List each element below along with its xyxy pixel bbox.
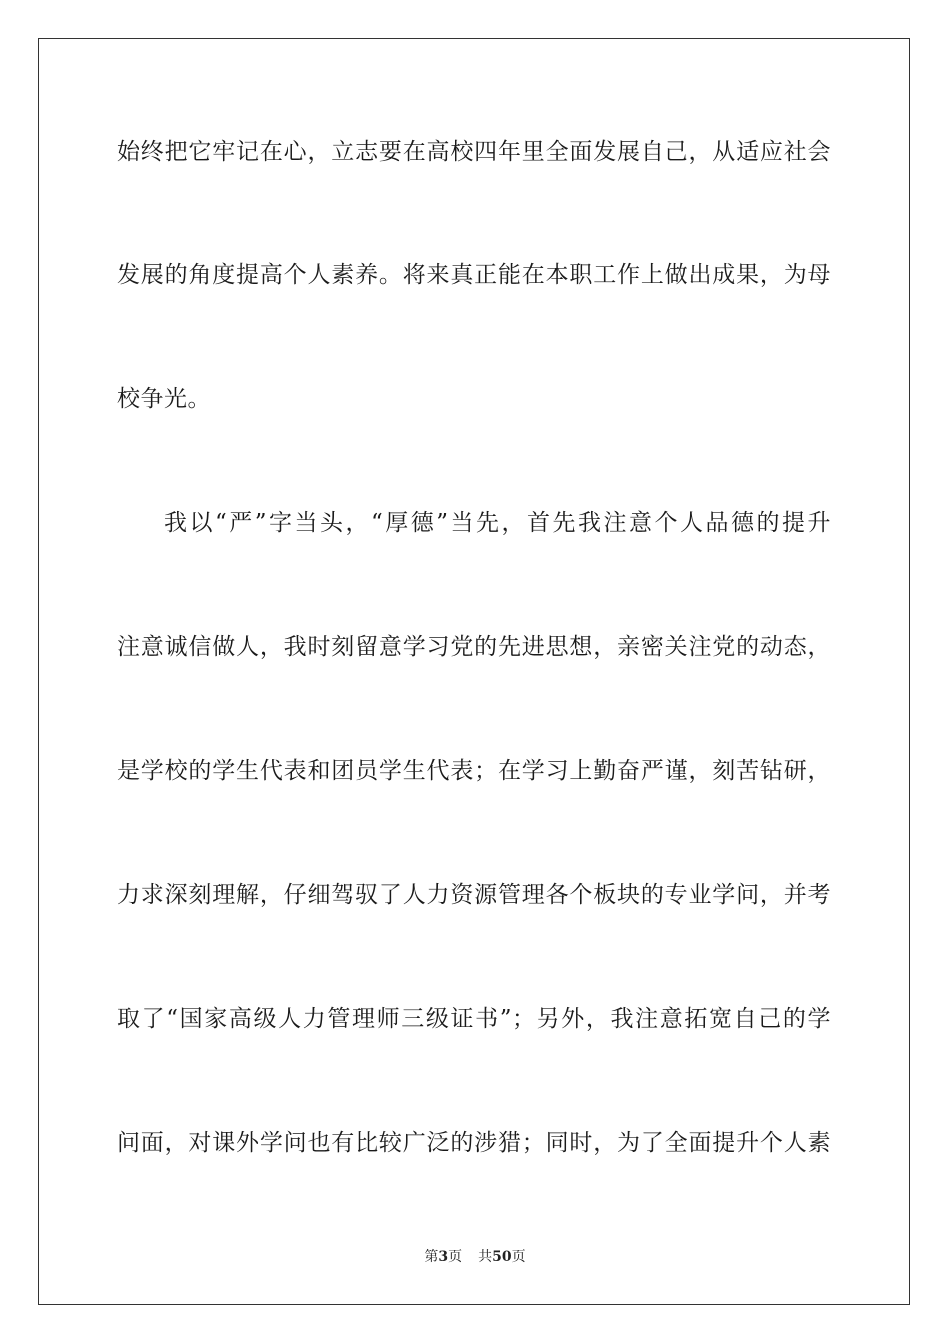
body-line-6: 是学校的学生代表和团员学生代表；在学习上勤奋严谨，刻苦钻研，: [117, 758, 831, 784]
body-line-7: 力求深刻理解，仔细驾驭了人力资源管理各个板块的专业学问，并考: [117, 882, 831, 908]
total-prefix: 共: [478, 1249, 493, 1265]
page-suffix: 页: [448, 1249, 463, 1265]
page-prefix: 第: [424, 1249, 439, 1265]
body-line-4: 我以“严”字当头，“厚德”当先，首先我注意个人品德的提升: [164, 510, 831, 536]
body-line-3: 校争光。: [117, 386, 211, 412]
page-border: [38, 38, 910, 1305]
body-line-9: 问面，对课外学问也有比较广泛的涉猎；同时，为了全面提升个人素: [117, 1130, 831, 1156]
body-line-2: 发展的角度提高个人素养。将来真正能在本职工作上做出成果，为母: [117, 262, 831, 288]
body-line-5: 注意诚信做人，我时刻留意学习党的先进思想，亲密关注党的动态，: [117, 634, 831, 660]
body-line-1: 始终把它牢记在心，立志要在高校四年里全面发展自己，从适应社会: [117, 139, 831, 165]
page-footer: [0, 1248, 950, 1266]
total-suffix: 页: [511, 1249, 526, 1265]
page-number: 3: [438, 1249, 449, 1265]
body-line-8: 取了“国家高级人力管理师三级证书”；另外，我注意拓宽自己的学: [117, 1006, 831, 1032]
total-pages: 50: [492, 1249, 512, 1265]
